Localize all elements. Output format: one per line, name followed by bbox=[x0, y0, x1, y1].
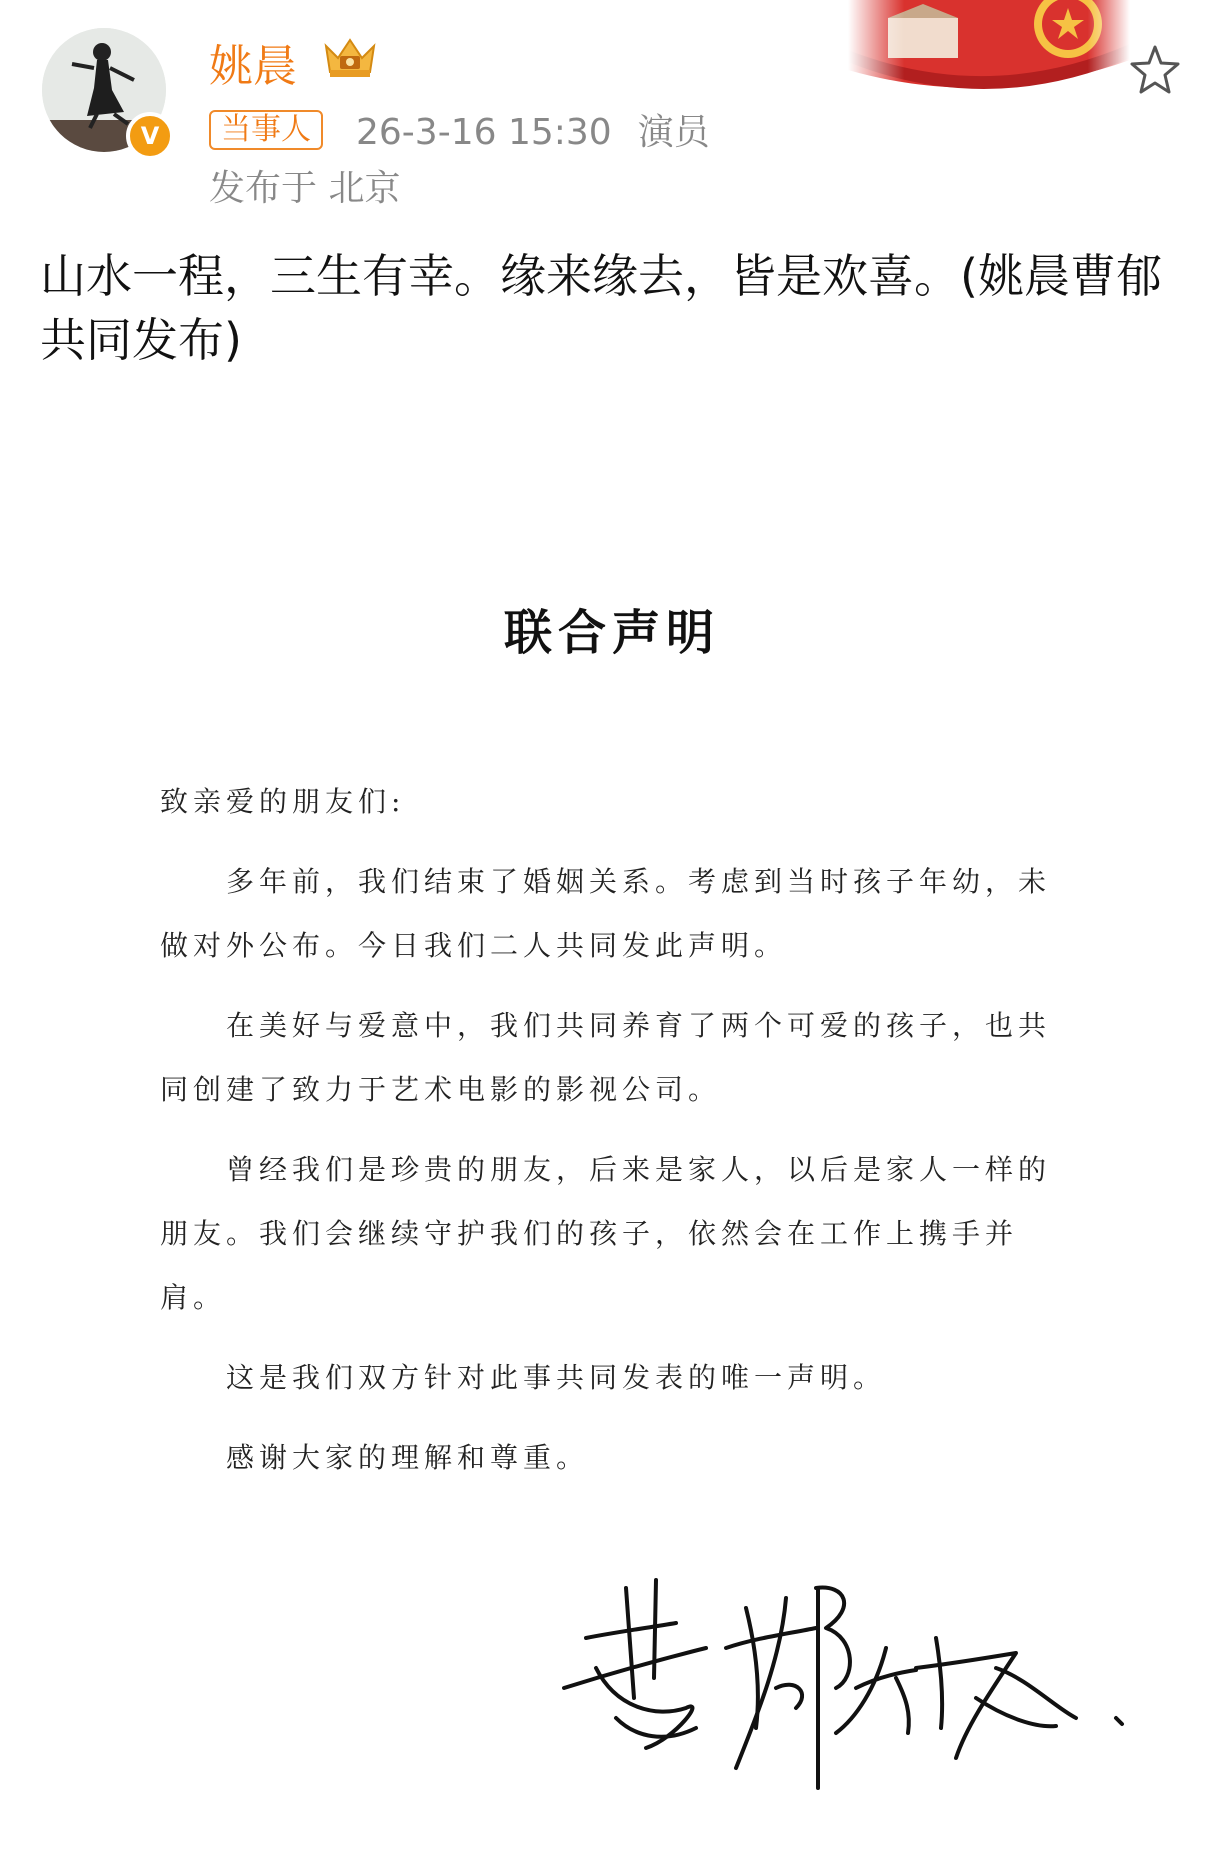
statement-paragraph: 曾经我们是珍贵的朋友，后来是家人，以后是家人一样的朋友。我们会继续守护我们的孩子，依然会在工作上携手并肩。 bbox=[160, 1153, 1052, 1314]
statement-image[interactable] bbox=[0, 560, 1224, 1871]
post-text: 山水一程，三生有幸。缘来缘去，皆是欢喜。(姚晨曹郁共同发布) bbox=[40, 249, 1162, 367]
statement-paragraph: 多年前，我们结束了婚姻关系。考虑到当时孩子年幼，未做对外公布。今日我们二人共同发此声明。 bbox=[160, 865, 1052, 962]
verified-badge-icon: V bbox=[126, 112, 174, 160]
signature bbox=[556, 1568, 1132, 1794]
vip-crown-icon bbox=[320, 34, 380, 80]
festival-banner-image bbox=[848, 0, 1130, 100]
occupation: 演员 bbox=[637, 112, 710, 153]
star-icon[interactable] bbox=[1127, 42, 1183, 98]
statement-title: 联合声明 bbox=[503, 605, 720, 661]
statement-paragraph: 感谢大家的理解和尊重。 bbox=[226, 1441, 590, 1474]
post-header bbox=[0, 0, 1224, 220]
post-time: 26-3-16 15:30 bbox=[356, 112, 612, 153]
post-meta bbox=[356, 104, 710, 155]
statement-paragraph: 这是我们双方针对此事共同发表的唯一声明。 bbox=[226, 1361, 887, 1394]
post-location: 发布于 北京 bbox=[209, 168, 401, 209]
statement-body bbox=[160, 770, 1060, 1506]
party-tag: 当事人 bbox=[209, 110, 323, 150]
username[interactable]: 姚晨 bbox=[209, 41, 297, 92]
statement-greeting: 致亲爱的朋友们: bbox=[160, 785, 406, 818]
statement-paragraph: 在美好与爱意中，我们共同养育了两个可爱的孩子，也共同创建了致力于艺术电影的影视公司。 bbox=[160, 1009, 1052, 1106]
